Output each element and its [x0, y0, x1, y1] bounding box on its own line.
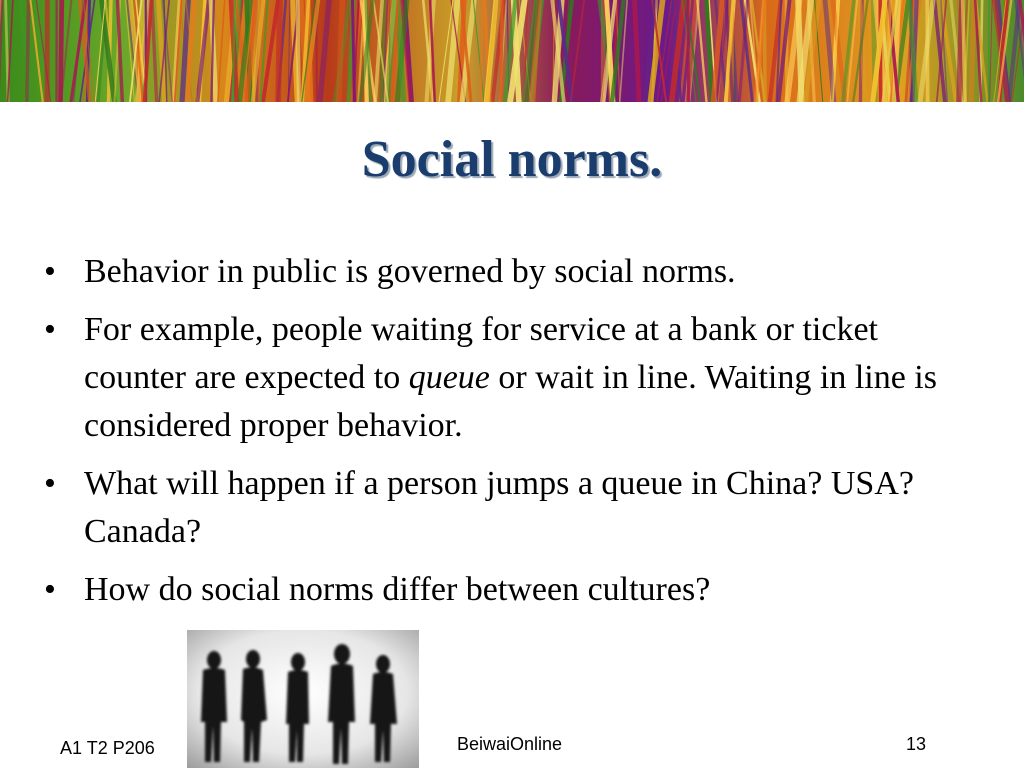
- bullet-text: What will happen if a person jumps a queue in China? USA? Canada?: [84, 465, 914, 550]
- bullet-text: How do social norms differ between cultures?: [84, 571, 711, 608]
- bullet-marker: •: [44, 253, 56, 290]
- bullet-list: [40, 248, 980, 624]
- bullet-text: Behavior in public is governed by social norms.: [84, 253, 736, 290]
- people-silhouettes-image: [187, 630, 419, 768]
- bullet-item: [40, 460, 980, 556]
- decorative-banner: [0, 0, 1024, 102]
- bullet-marker: •: [44, 571, 56, 608]
- bullet-item: [40, 566, 980, 614]
- banner-streaks: [0, 0, 1024, 102]
- page-number: 13: [906, 734, 927, 754]
- bullet-marker: •: [44, 465, 56, 502]
- bullet-item: [40, 248, 980, 296]
- bullet-text-part: or wait in line. Waiting in line is considered proper behavior.: [84, 359, 937, 444]
- footer-reference: A1 T2 P206: [60, 738, 155, 758]
- slide-title: Social norms.: [361, 131, 663, 188]
- bullet-item: [40, 306, 980, 450]
- footer-source: BeiwaiOnline: [457, 734, 563, 754]
- bullet-text-part: For example, people waiting for service at a bank or ticket counter are expected to: [84, 311, 878, 396]
- bullet-text: [84, 311, 937, 444]
- bullet-marker: •: [44, 311, 56, 348]
- banner-streak: [55, 0, 57, 102]
- emphasized-word: queue: [408, 359, 490, 396]
